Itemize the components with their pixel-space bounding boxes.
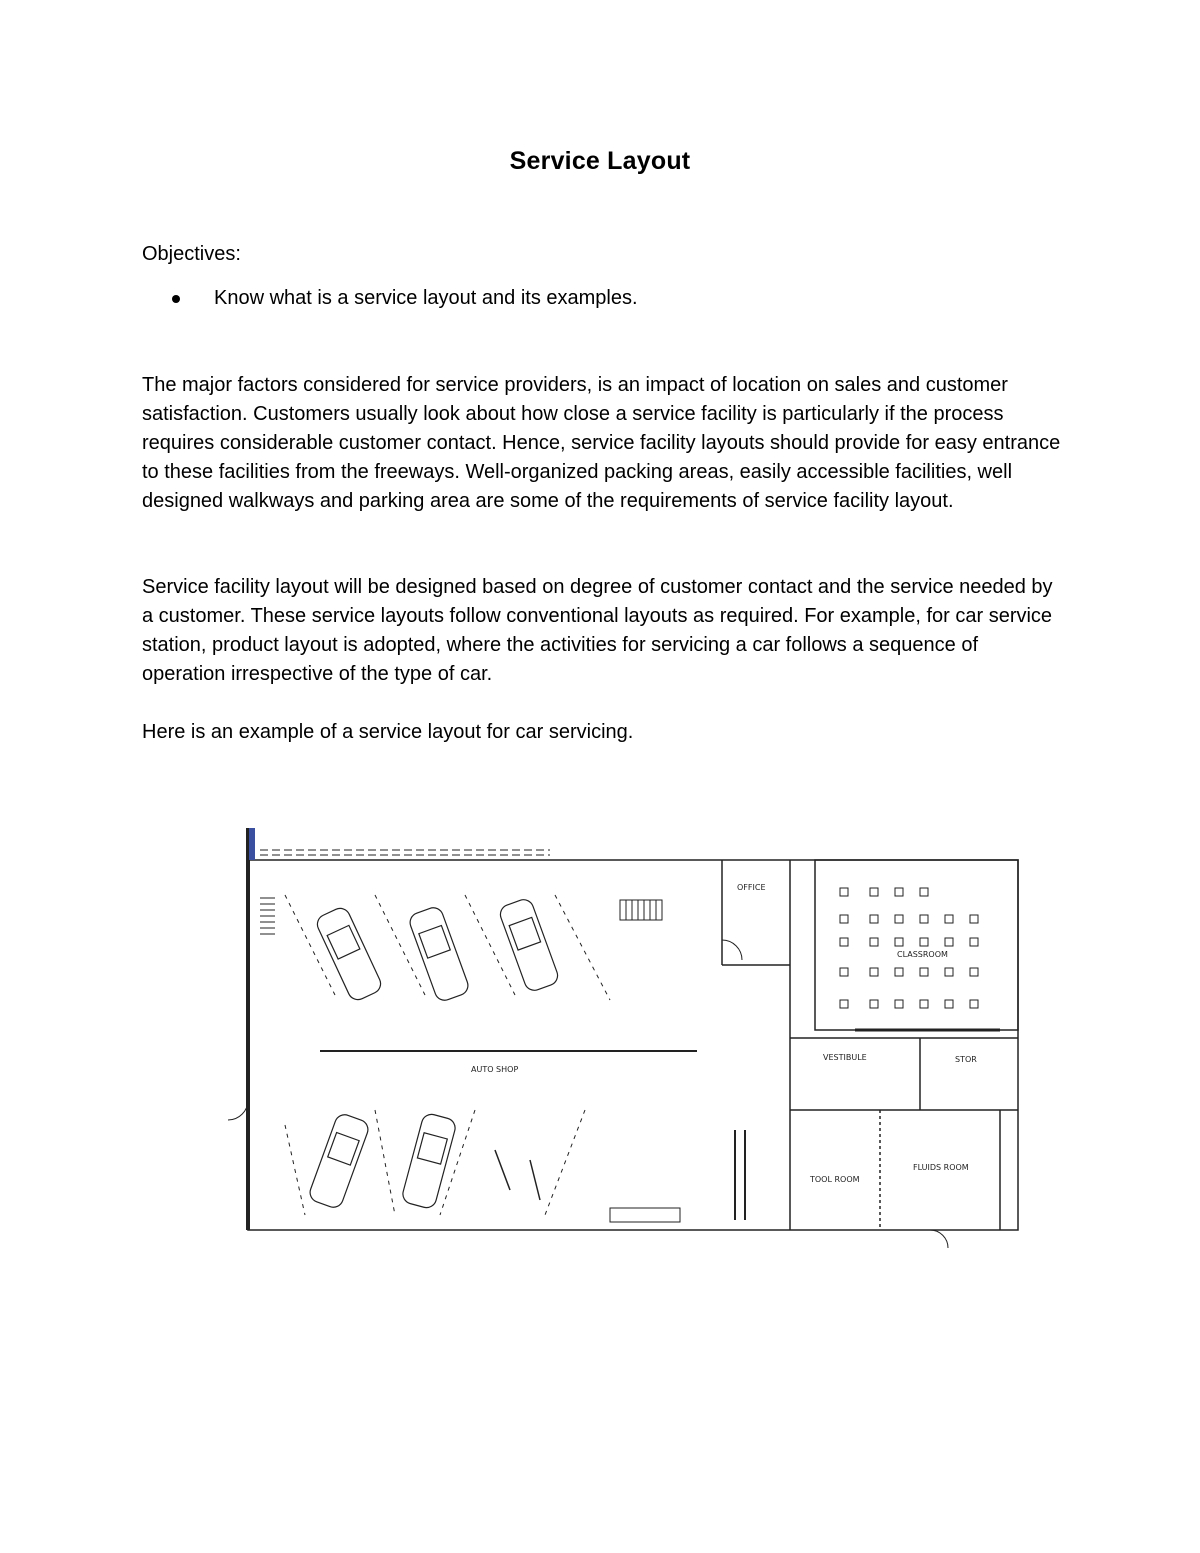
objectives-heading: Objectives: xyxy=(142,243,241,265)
objective-list-item xyxy=(172,287,638,310)
paragraph-facility-design: Service facility layout will be designed based on degree of customer contact and the service needed by a customer. These service layouts follow conventional layouts as required. For example, for car service station, product layout is adopted, where the activities for servicing a car follows a sequence of operation irrespective of the type of car. xyxy=(142,576,1053,685)
label-stor: STOR xyxy=(955,1055,977,1064)
label-office: OFFICE xyxy=(737,883,766,892)
paragraph-example-intro: Here is an example of a service layout for car servicing. xyxy=(142,721,634,743)
objective-text: Know what is a service layout and its examples. xyxy=(214,287,638,309)
label-auto-shop: AUTO SHOP xyxy=(471,1065,519,1074)
bullet-icon xyxy=(172,295,180,303)
entry-marker xyxy=(249,828,255,860)
paragraph-location-factors: The major factors considered for service providers, is an impact of location on sales and customer satisfaction. Customers usually look about how close a service facility is particularly if the process requires considerable customer contact. Hence, service facility layouts should provide for easy entrance to these facilities from the freeways. Well-organized packing areas, easily accessible facilities, well designed walkways and parking area are some of the requirements of service facility layout. xyxy=(142,374,1061,512)
label-classroom: CLASSROOM xyxy=(897,950,948,959)
label-tool-room: TOOL ROOM xyxy=(810,1175,860,1184)
label-fluids-room: FLUIDS ROOM xyxy=(913,1163,969,1172)
label-vestibule: VESTIBULE xyxy=(823,1053,867,1062)
page-title: Service Layout xyxy=(509,147,691,175)
car-service-floor-plan xyxy=(225,820,1025,1260)
